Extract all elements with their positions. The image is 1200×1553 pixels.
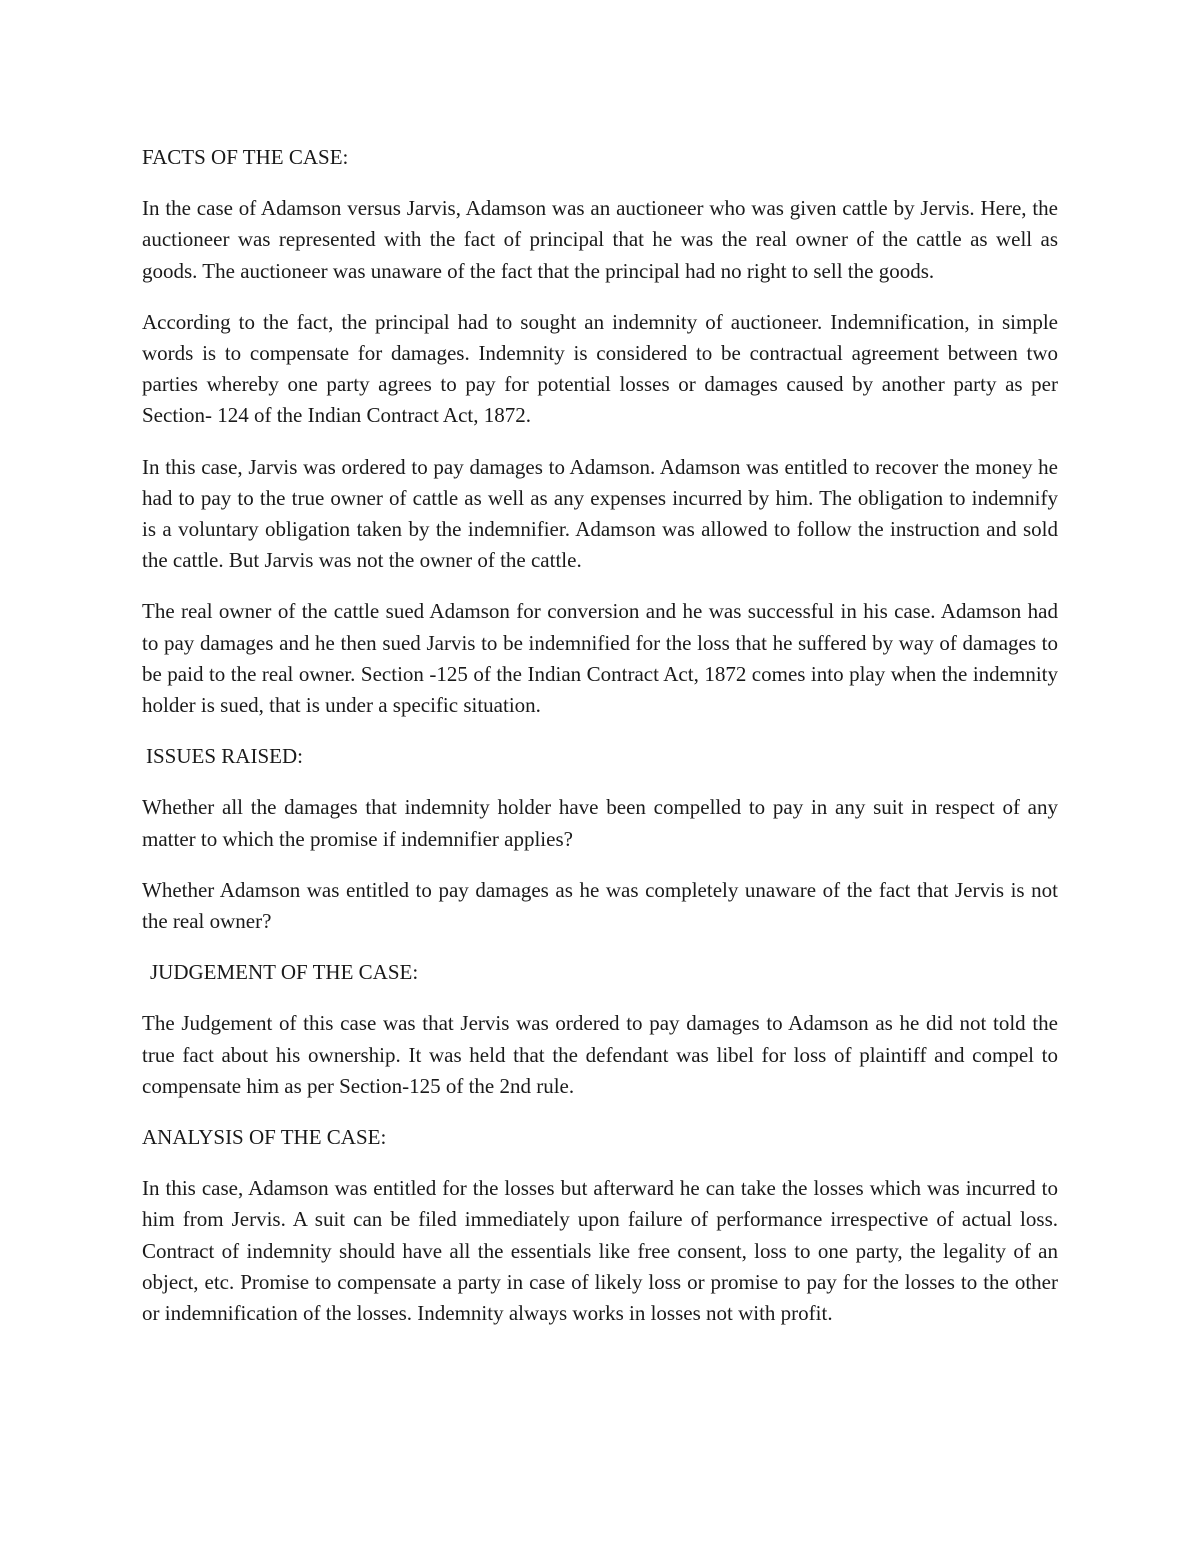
spacer	[142, 772, 1058, 792]
heading-issues: ISSUES RAISED:	[146, 744, 303, 769]
spacer	[142, 432, 1058, 452]
spacer	[142, 287, 1058, 307]
paragraph-facts-2: According to the fact, the principal had to sought an indemnity of auctioneer. Indemnification, in simple words is to compensate for damages. Indemnity is considered to be contractual agreement between two parties whereby one party agrees to pay for potential losses or damages caused by another party as per Section- 124 of the Indian Contract Act, 1872.	[142, 309, 1058, 428]
spacer	[142, 721, 1058, 741]
spacer	[142, 1102, 1058, 1122]
paragraph-issues-1: Whether all the damages that indemnity holder have been compelled to pay in any suit in respect of any matter to which the promise if indemnifier applies?	[142, 795, 1058, 851]
spacer	[142, 576, 1058, 596]
spacer	[142, 173, 1058, 193]
spacer	[142, 855, 1058, 875]
spacer	[142, 1153, 1058, 1173]
document-body	[142, 142, 1058, 1329]
paragraph-analysis-1: In this case, Adamson was entitled for the losses but afterward he can take the losses which was incurred to him from Jervis. A suit can be filed immediately upon failure of performance irrespective of actual loss. Contract of indemnity should have all the essentials like free consent, loss to one party, the legality of an object, etc. Promise to compensate a party in case of likely loss or promise to pay for the losses to the other or indemnification of the losses. Indemnity always works in losses not with profit.	[142, 1176, 1058, 1326]
spacer	[142, 937, 1058, 957]
paragraph-issues-2: Whether Adamson was entitled to pay damages as he was completely unaware of the fact that Jervis is not the real owner?	[142, 877, 1058, 934]
paragraph-judgement-1: The Judgement of this case was that Jervis was ordered to pay damages to Adamson as he did not told the true fact about his ownership. It was held that the defendant was libel for loss of plaintiff and compel to compensate him as per Section-125 of the 2nd rule.	[142, 1011, 1058, 1098]
paragraph-facts-3: In this case, Jarvis was ordered to pay damages to Adamson. Adamson was entitled to recover the money he had to pay to the true owner of cattle as well as any expenses incurred by him. The obligation to indemnify is a voluntary obligation taken by the indemnifier. Adamson was allowed to follow the instruction and sold the cattle. But Jarvis was not the owner of the cattle.	[142, 454, 1058, 573]
heading-analysis: ANALYSIS OF THE CASE:	[142, 1125, 387, 1150]
paragraph-facts-4: The real owner of the cattle sued Adamson for conversion and he was successful in his case. Adamson had to pay damages and he then sued Jarvis to be indemnified for the loss that he suffered by way of damages to be paid to the real owner. Section -125 of the Indian Contract Act, 1872 comes into play when the indemnity holder is sued, that is under a specific situation.	[142, 599, 1058, 718]
paragraph-facts-1: In the case of Adamson versus Jarvis, Adamson was an auctioneer who was given cattle by Jervis. Here, the auctioneer was represented with the fact of principal that he was the real owner of the cattle as well as goods. The auctioneer was unaware of the fact that the principal had no right to sell the goods.	[142, 196, 1058, 283]
heading-facts: FACTS OF THE CASE:	[142, 145, 349, 169]
spacer	[142, 988, 1058, 1008]
heading-judgement: JUDGEMENT OF THE CASE:	[150, 960, 419, 985]
